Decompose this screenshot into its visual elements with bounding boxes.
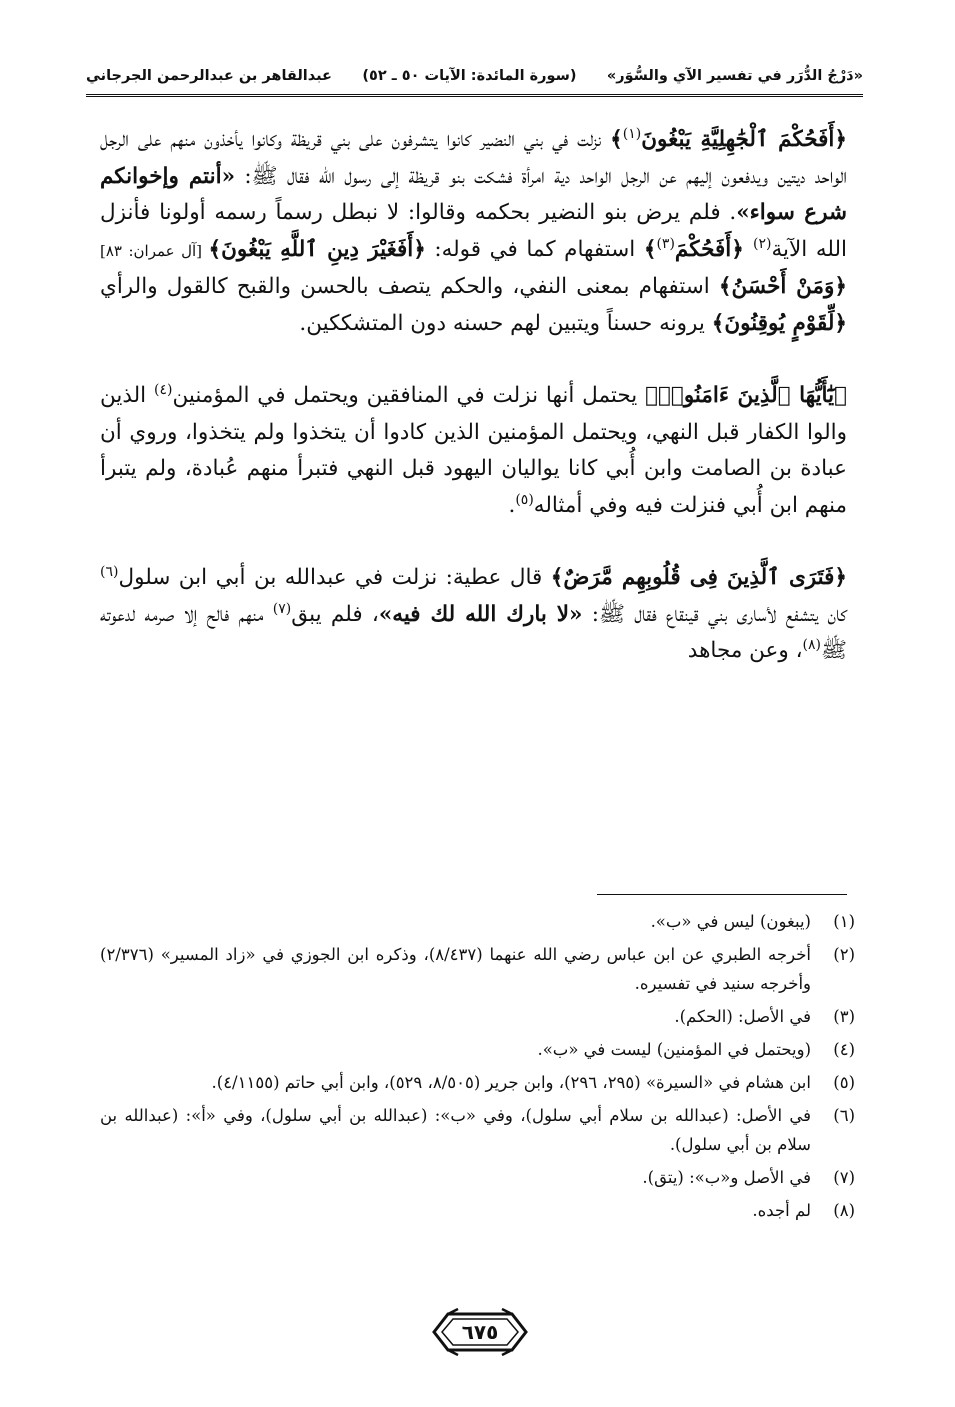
footnote-ref[interactable]: (٤) xyxy=(154,381,173,398)
commentary-text: يحتمل أنها نزلت في المنافقين ويحتمل في المؤمنين xyxy=(172,383,646,408)
footnote-ref[interactable]: (٢) xyxy=(753,235,772,252)
commentary-text: يرونه حسناً ويتبين لهم حسنه دون المتشككين. xyxy=(299,310,712,336)
footnote-item xyxy=(100,1101,855,1159)
header-divider xyxy=(86,94,863,97)
footnote-text: في الأصل و«ب»: (يتق). xyxy=(642,1168,811,1187)
footnote-text: في الأصل: (عبدالله بن سلام أبي سلول)، وفي «ب»: (عبدالله بن أبي سلول)، وفي «أ»: (عبدالله بن سلام بن أبي سلول). xyxy=(100,1106,811,1154)
footnote-text: (ويحتمل في المؤمنين) ليست في «ب». xyxy=(537,1040,811,1059)
footnotes-section xyxy=(100,907,855,1229)
commentary-text: ، فلم يبق xyxy=(291,601,379,627)
footnote-item xyxy=(100,1035,855,1064)
commentary-text: استفهام كما في قوله: xyxy=(425,236,644,262)
page-number-ornament xyxy=(430,1308,530,1356)
footnote-item xyxy=(100,1002,855,1031)
footnote-text: (يبغون) ليس في «ب». xyxy=(650,912,811,931)
footnote-item xyxy=(100,940,855,998)
running-header xyxy=(86,62,863,90)
quran-verse: ﴿أَفَغَيْرَ دِينِ ٱللَّهِ يَبْغُونَ﴾ xyxy=(208,236,426,262)
footnote-text: أخرجه الطبري عن ابن عباس رضي الله عنهما (٨/٤٣٧)، وذكره ابن الجوزي في «زاد المسير» (٢/٣٧٦) وأخرجه سنيد في تفسيره. xyxy=(100,945,811,993)
footnote-number: (٧) xyxy=(833,1168,855,1187)
quran-verse-close: ﴾ xyxy=(610,127,623,152)
footnote-ref[interactable]: (٦) xyxy=(100,563,119,580)
footnote-item xyxy=(100,1196,855,1225)
paragraph-2 xyxy=(100,378,847,524)
footnote-ref[interactable]: (٧) xyxy=(272,600,292,617)
footnote-text: لم أجده. xyxy=(752,1201,811,1220)
commentary-text: قال عطية: نزلت في عبدالله بن أبي ابن سلول xyxy=(118,565,551,590)
footnote-divider xyxy=(597,894,847,895)
header-author: عبدالقاهر بن عبدالرحمن الجرجاني xyxy=(86,68,332,84)
commentary-text: نزلت في بني النضير كانوا يتشرفون على بني قريظة وكانوا يأخذون منهم على الرجل الواحد ديتين ويدفعون إليهم عن الرجل الواحد دية امرأة فشكت بنو قريظة إلى رسول الله فقال ﷺ: xyxy=(100,127,847,189)
footnote-number: (٣) xyxy=(833,1007,855,1026)
footnote-number: (٤) xyxy=(833,1040,855,1059)
footnote-item xyxy=(100,907,855,936)
quran-verse: ﴿لِّقَوْمٍ يُوقِنُونَ﴾ xyxy=(711,310,847,336)
quran-verse: ﴿أَفَحُكْمَ xyxy=(674,236,754,262)
quran-verse: ﴿يَٰٓأَيُّهَا ٱلَّذِينَ ءَامَنُوا۟﴾ xyxy=(645,383,847,408)
quran-verse: ﴿أَفَحُكْمَ ٱلْجَٰهِلِيَّةِ يَبْغُونَ xyxy=(641,127,847,152)
page-number: ٦٧٥ xyxy=(461,1320,499,1344)
header-surah-range: (سورة المائدة: الآيات ٥٠ ـ ٥٢) xyxy=(362,68,577,84)
quran-verse: ﴿وَمَنْ أَحْسَنُ﴾ xyxy=(718,274,847,299)
quran-verse-close: ﴾ xyxy=(643,236,657,262)
footnote-number: (١) xyxy=(833,912,855,931)
verse-citation: [آل عمران: ٨٣] xyxy=(100,241,209,260)
footnote-ref[interactable]: (١) xyxy=(622,125,642,142)
commentary-text: كان يتشفع لأسارى بني قينقاع فقال ﷺ: xyxy=(582,601,847,627)
footnote-ref[interactable]: (٨) xyxy=(802,636,822,653)
footnote-number: (٢) xyxy=(833,945,855,964)
paragraph-1 xyxy=(100,122,847,342)
commentary-text: ، وعن مجاهد xyxy=(687,638,803,663)
footnote-ref[interactable]: (٣) xyxy=(656,235,675,252)
main-text xyxy=(100,122,847,670)
footnote-text: ابن هشام في «السيرة» (٢٩٥، ٢٩٦)، وابن جرير (٨/٥٠٥، ٥٢٩)، وابن أبي حاتم (٤/١١٥٥). xyxy=(211,1073,811,1092)
commentary-text: . فلم يرض بنو النضير بحكمه وقالوا: لا نبطل رسماً رسمه أولونا فأنزل الله الآية xyxy=(100,200,847,262)
footnote-item xyxy=(100,1163,855,1192)
paragraph-3 xyxy=(100,560,847,670)
footnote-text: في الأصل: (الحكم). xyxy=(674,1007,811,1026)
footnote-number: (٥) xyxy=(833,1073,855,1092)
quran-verse: ﴿فَتَرَى ٱلَّذِينَ فِى قُلُوبِهِم مَّرَضٌ﴾ xyxy=(550,565,848,590)
footnote-ref[interactable]: (٥) xyxy=(515,491,534,508)
footnote-number: (٨) xyxy=(833,1201,855,1220)
commentary-text: منهم فالح إلا صرمه لدعوته ﷺ xyxy=(100,601,847,663)
hadith-quote: «لا بارك الله لك فيه» xyxy=(378,601,583,627)
header-book-title: «دَرْجُ الدُّرَر في تفسير الآي والسُّوَر» xyxy=(606,68,863,84)
footnote-item xyxy=(100,1068,855,1097)
footnote-number: (٦) xyxy=(833,1106,855,1125)
hadith-quote: «أنتم وإخوانكم شرع سواء» xyxy=(100,163,847,225)
commentary-text: الذين والوا الكفار قبل النهي، ويحتمل المؤمنين الذين كادوا أن يتخذوا ولم يتخذوا، وروي أن عبادة بن الصامت وابن أُبي كانا يواليان اليهود قبل النهي فتبرأ منهم عُبادة، ولم يتبرأ منهم ابن أُبي فنزلت فيه وفي أمثاله xyxy=(100,383,847,518)
commentary-text: . xyxy=(508,492,516,518)
commentary-text: استفهام بمعنى النفي، والحكم يتصف بالحسن والقبح كالقول والرأي xyxy=(100,274,719,299)
